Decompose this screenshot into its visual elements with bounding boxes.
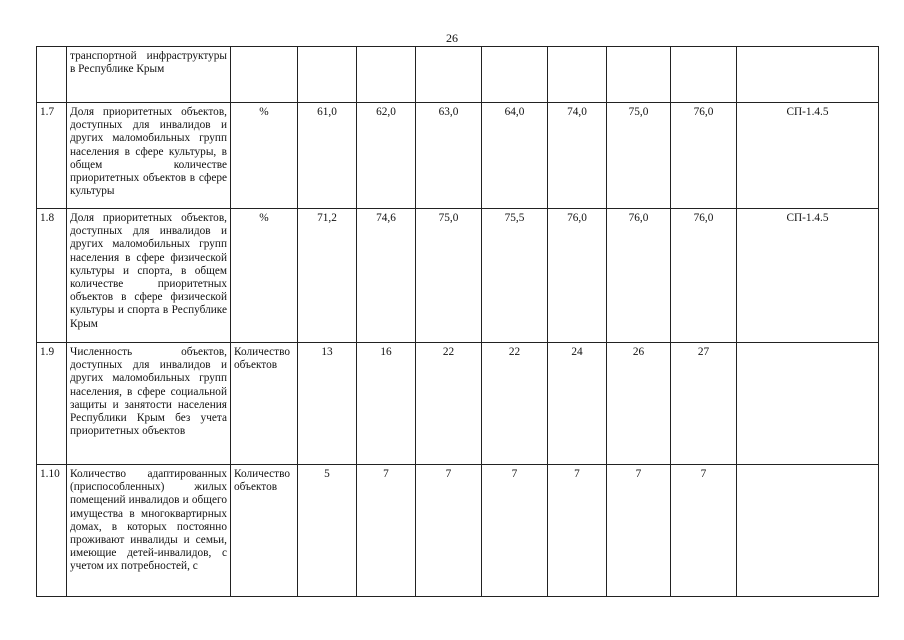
indicator-name: Количество адаптированных (приспособленных) жилых помещений инвалидов и общего имущества в многоквартирных домах, в которых постоянно проживают инвалиды и семьи, имеющие детей-инвалидов, с учетом их потребностей, с <box>67 465 231 597</box>
value-cell: 61,0 <box>298 103 357 209</box>
value-cell: 26 <box>607 343 671 465</box>
source-cell: СП-1.4.5 <box>737 103 879 209</box>
value-cell: 7 <box>482 465 548 597</box>
value-cell <box>671 47 737 103</box>
source-cell: СП-1.4.5 <box>737 209 879 343</box>
indicators-table <box>36 46 879 597</box>
value-cell <box>298 47 357 103</box>
value-cell: 5 <box>298 465 357 597</box>
table-row <box>37 209 879 343</box>
value-cell: 75,0 <box>416 209 482 343</box>
value-cell <box>607 47 671 103</box>
unit-cell: Количество объектов <box>231 343 298 465</box>
unit-cell: % <box>231 209 298 343</box>
value-cell: 71,2 <box>298 209 357 343</box>
value-cell: 76,0 <box>607 209 671 343</box>
value-cell <box>548 47 607 103</box>
value-cell: 74,0 <box>548 103 607 209</box>
value-cell: 62,0 <box>357 103 416 209</box>
value-cell: 16 <box>357 343 416 465</box>
value-cell: 13 <box>298 343 357 465</box>
indicator-name: Доля приоритетных объектов, доступных для инвалидов и других маломобильных групп населения в сфере культуры, в общем количестве приоритетных объектов в сфере культуры <box>67 103 231 209</box>
unit-cell <box>231 47 298 103</box>
value-cell: 22 <box>482 343 548 465</box>
table-row <box>37 103 879 209</box>
indicator-name: Доля приоритетных объектов, доступных для инвалидов и других маломобильных групп населения в сфере физической культуры и спорта, в общем количестве приоритетных объектов в сфере физической культуры и спорта в Республике Крым <box>67 209 231 343</box>
row-number <box>37 47 67 103</box>
value-cell: 76,0 <box>671 209 737 343</box>
value-cell: 7 <box>416 465 482 597</box>
value-cell <box>482 47 548 103</box>
table-row <box>37 465 879 597</box>
unit-cell: Количество объектов <box>231 465 298 597</box>
row-number: 1.7 <box>37 103 67 209</box>
unit-cell: % <box>231 103 298 209</box>
value-cell: 22 <box>416 343 482 465</box>
table-row <box>37 47 879 103</box>
value-cell: 7 <box>357 465 416 597</box>
value-cell: 76,0 <box>548 209 607 343</box>
value-cell: 63,0 <box>416 103 482 209</box>
value-cell <box>416 47 482 103</box>
row-number: 1.8 <box>37 209 67 343</box>
value-cell: 75,5 <box>482 209 548 343</box>
value-cell: 27 <box>671 343 737 465</box>
indicator-name: Численность объектов, доступных для инвалидов и других маломобильных групп населения, в сфере социальной защиты и занятости населения Республики Крым без учета приоритетных объектов <box>67 343 231 465</box>
value-cell: 24 <box>548 343 607 465</box>
source-cell <box>737 343 879 465</box>
source-cell <box>737 47 879 103</box>
value-cell <box>357 47 416 103</box>
value-cell: 7 <box>671 465 737 597</box>
value-cell: 75,0 <box>607 103 671 209</box>
page-number: 26 <box>446 31 458 45</box>
row-number: 1.10 <box>37 465 67 597</box>
value-cell: 76,0 <box>671 103 737 209</box>
value-cell: 74,6 <box>357 209 416 343</box>
source-cell <box>737 465 879 597</box>
value-cell: 7 <box>607 465 671 597</box>
row-number: 1.9 <box>37 343 67 465</box>
value-cell: 7 <box>548 465 607 597</box>
value-cell: 64,0 <box>482 103 548 209</box>
table-row <box>37 343 879 465</box>
indicator-name: транспортной инфраструктуры в Республике Крым <box>67 47 231 103</box>
